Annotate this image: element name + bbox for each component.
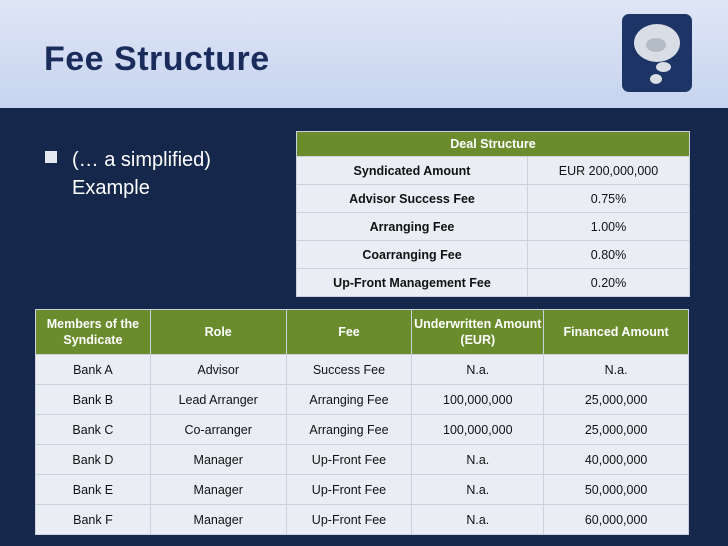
deal-label-cell: Arranging Fee <box>297 213 528 241</box>
deal-header-cell: Deal Structure <box>297 132 690 157</box>
deal-value-cell: 0.20% <box>528 269 690 297</box>
deal-row <box>297 185 690 213</box>
table-cell: N.a. <box>412 475 544 505</box>
table-cell: Manager <box>150 505 286 535</box>
table-row <box>36 355 689 385</box>
table-cell: 60,000,000 <box>544 505 689 535</box>
column-header: Underwritten Amount (EUR) <box>412 310 544 355</box>
table-row <box>36 415 689 445</box>
table-cell: Manager <box>150 445 286 475</box>
table-cell: 25,000,000 <box>544 415 689 445</box>
table-row <box>36 475 689 505</box>
table-cell: N.a. <box>412 445 544 475</box>
table-cell: N.a. <box>412 355 544 385</box>
deal-row <box>297 213 690 241</box>
syndicate-table <box>35 309 689 535</box>
table-row <box>36 505 689 535</box>
deal-label-cell: Advisor Success Fee <box>297 185 528 213</box>
table-cell: 50,000,000 <box>544 475 689 505</box>
deal-value-cell: 0.80% <box>528 241 690 269</box>
table-cell: Up-Front Fee <box>286 505 412 535</box>
bullet-text: (… a simplified) Example <box>72 149 211 199</box>
table-cell: Advisor <box>150 355 286 385</box>
table-cell: 40,000,000 <box>544 445 689 475</box>
table-row <box>36 385 689 415</box>
deal-value-cell: 1.00% <box>528 213 690 241</box>
column-header: Financed Amount <box>544 310 689 355</box>
table-cell: 100,000,000 <box>412 385 544 415</box>
syndicate-header-row <box>36 310 689 355</box>
deal-row <box>297 157 690 185</box>
thought-bubble-icon <box>622 14 692 92</box>
deal-value-cell: EUR 200,000,000 <box>528 157 690 185</box>
table-cell: Bank A <box>36 355 151 385</box>
table-cell: Co-arranger <box>150 415 286 445</box>
table-row <box>36 445 689 475</box>
table-cell: Manager <box>150 475 286 505</box>
table-cell: N.a. <box>544 355 689 385</box>
column-header: Members of the Syndicate <box>36 310 151 355</box>
column-header: Role <box>150 310 286 355</box>
table-cell: Bank F <box>36 505 151 535</box>
bullet-square-icon <box>45 151 57 163</box>
table-cell: Arranging Fee <box>286 385 412 415</box>
table-cell: 100,000,000 <box>412 415 544 445</box>
deal-row <box>297 269 690 297</box>
table-cell: Bank C <box>36 415 151 445</box>
deal-label-cell: Syndicated Amount <box>297 157 528 185</box>
table-cell: Arranging Fee <box>286 415 412 445</box>
table-cell: Success Fee <box>286 355 412 385</box>
table-cell: Bank E <box>36 475 151 505</box>
table-cell: N.a. <box>412 505 544 535</box>
deal-label-cell: Up-Front Management Fee <box>297 269 528 297</box>
deal-header-row <box>297 132 690 157</box>
table-cell: Up-Front Fee <box>286 475 412 505</box>
table-cell: 25,000,000 <box>544 385 689 415</box>
table-cell: Lead Arranger <box>150 385 286 415</box>
table-cell: Bank B <box>36 385 151 415</box>
deal-value-cell: 0.75% <box>528 185 690 213</box>
deal-row <box>297 241 690 269</box>
deal-structure-table <box>296 131 690 297</box>
slide-title: Fee Structure <box>44 40 270 78</box>
deal-label-cell: Coarranging Fee <box>297 241 528 269</box>
column-header: Fee <box>286 310 412 355</box>
table-cell: Up-Front Fee <box>286 445 412 475</box>
table-cell: Bank D <box>36 445 151 475</box>
